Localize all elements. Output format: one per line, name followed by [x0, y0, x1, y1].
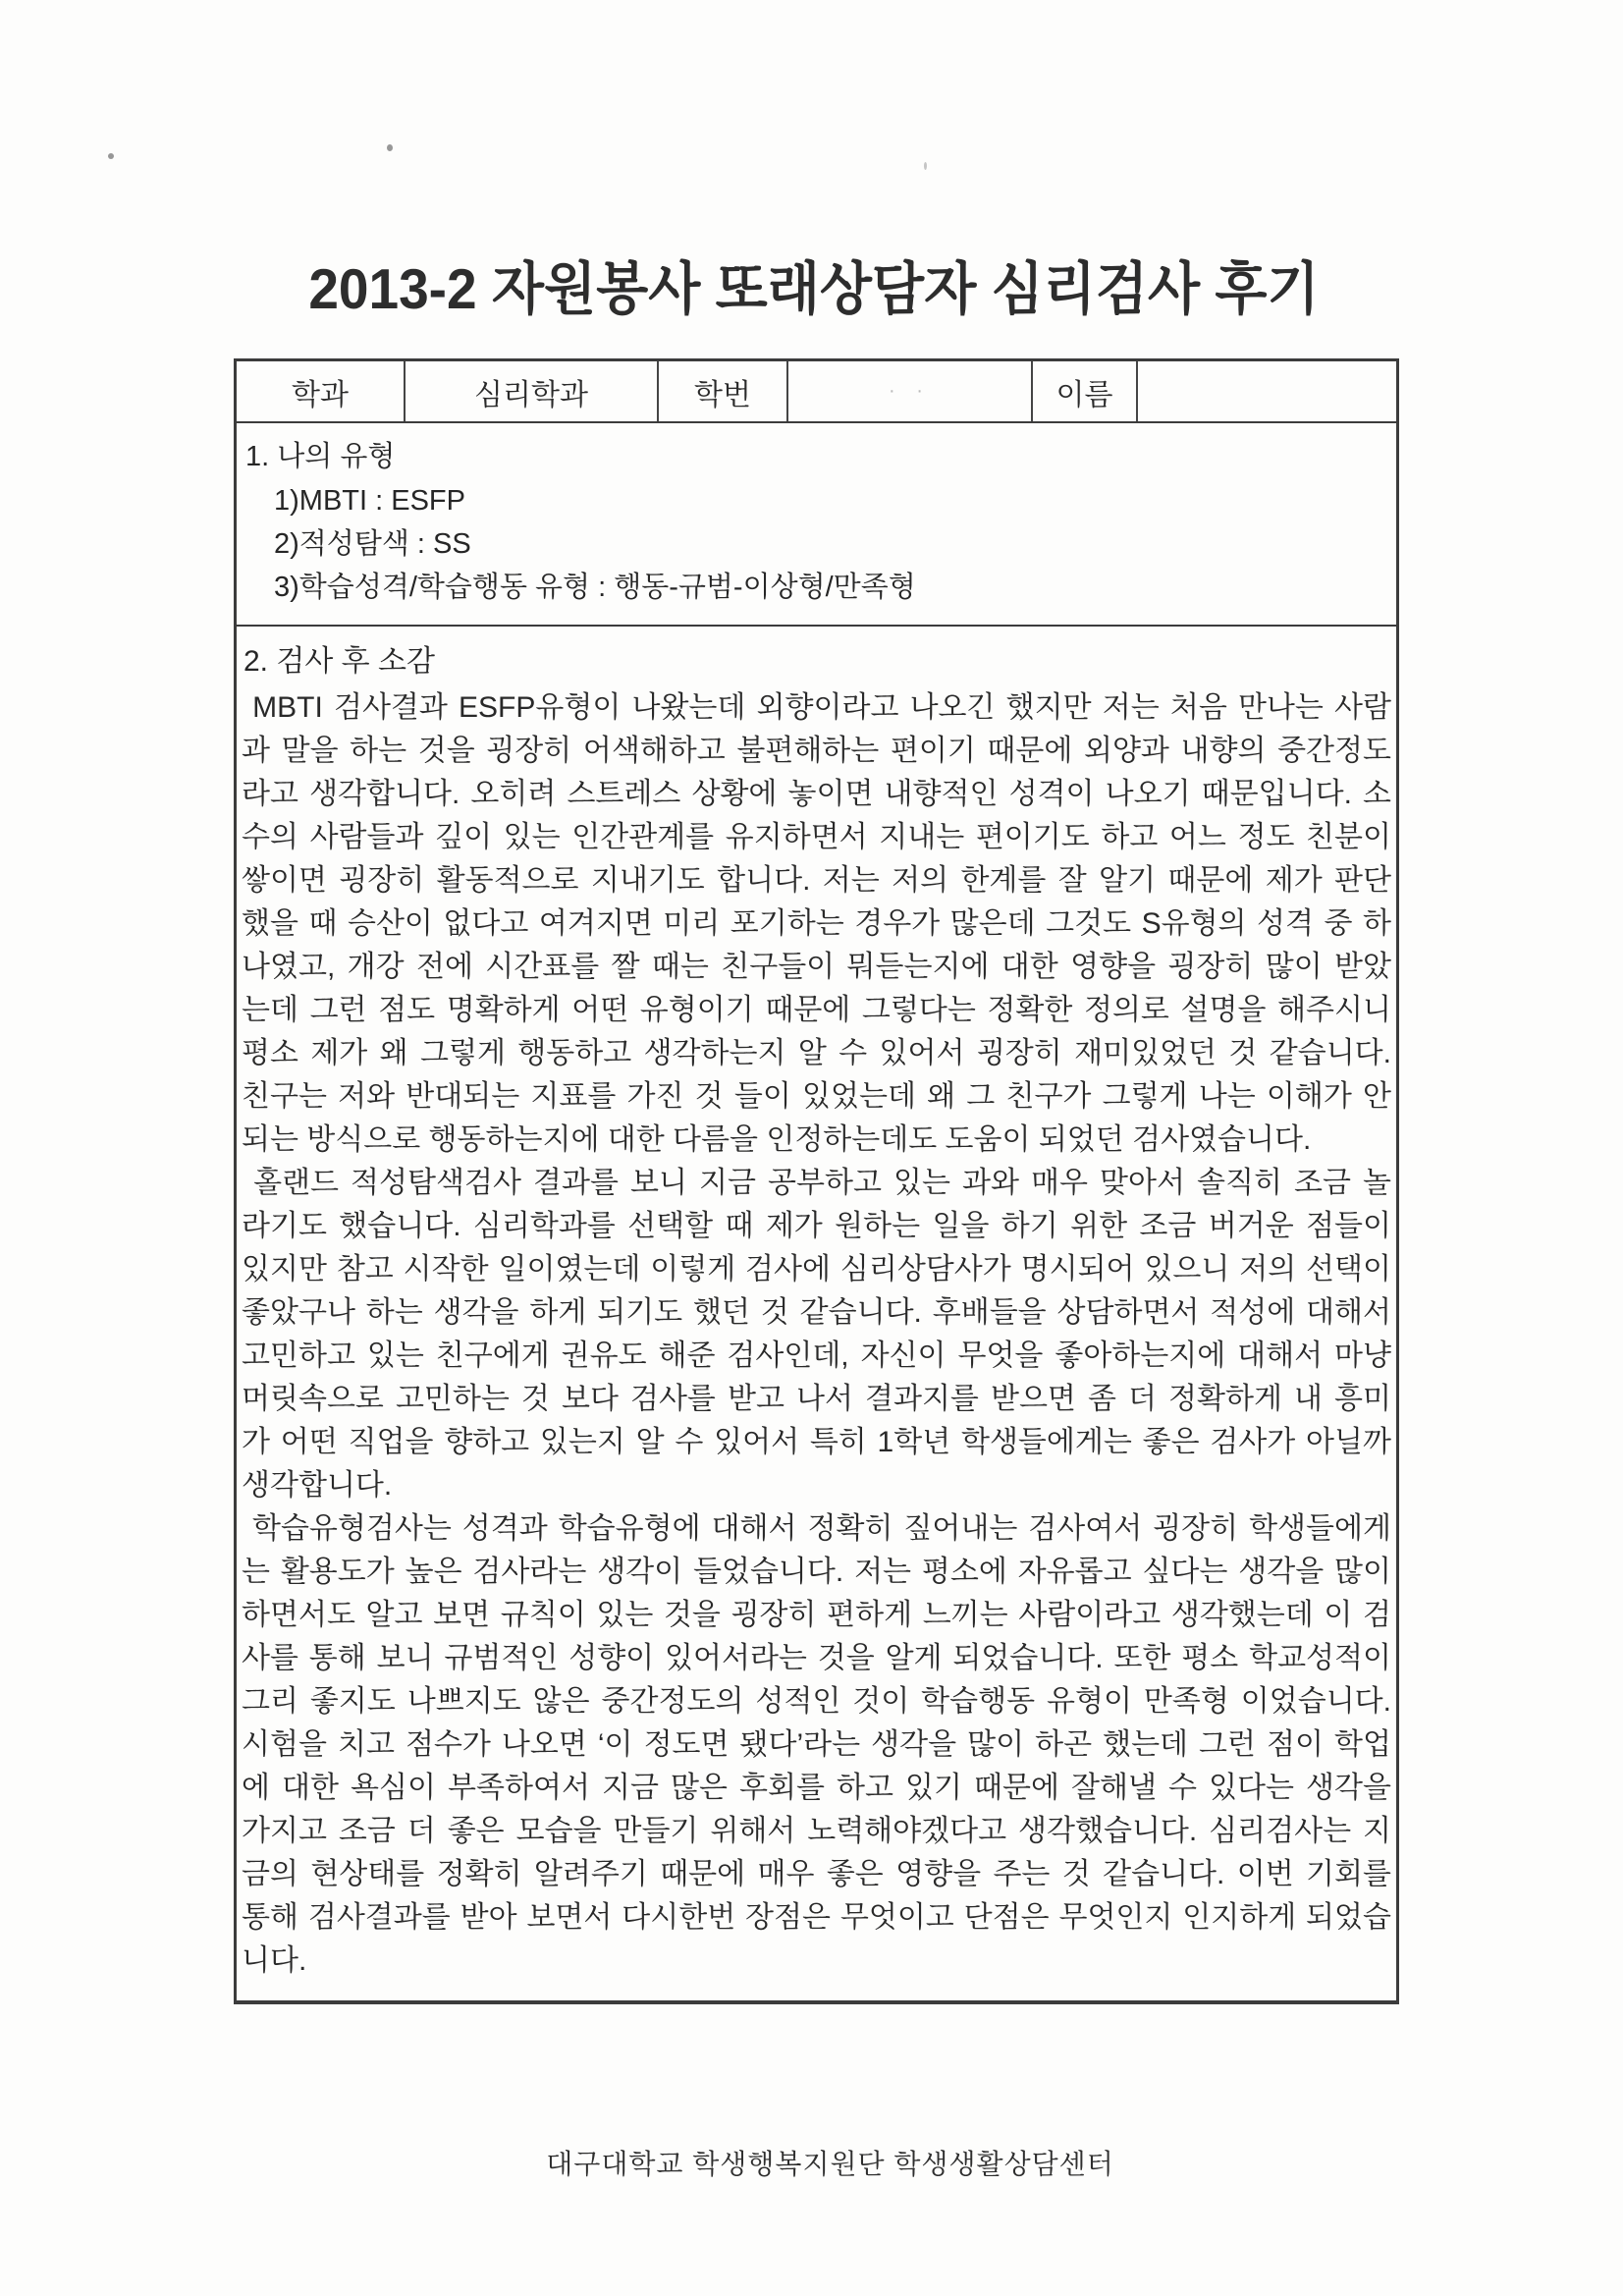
review-line: 되는 방식으로 행동하는지에 대한 다름을 인정하는데도 도움이 되었던 검사였습니다.: [242, 1123, 1312, 1156]
student-id-value: · ·: [788, 361, 1033, 421]
review-line: 통해 검사결과를 받아 보면서 다시한번 장점은 무엇이고 단점은 무엇인지 인지하게 되었습: [242, 1901, 1391, 1934]
review-line: 과 말을 하는 것을 굉장히 어색해하고 불편해하는 편이기 때문에 외양과 내향의 중간정도: [242, 735, 1391, 767]
review-line: 사를 통해 보니 규범적인 성향이 있어서라는 것을 알게 되었습니다. 또한 평소 학교성적이: [242, 1642, 1391, 1674]
name-value: [1138, 361, 1396, 421]
review-line: 고민하고 있는 친구에게 권유도 해준 검사인데, 자신이 무엇을 좋아하는지에 대해서 마냥: [242, 1339, 1391, 1372]
scan-speck: [924, 162, 927, 170]
review-line: 머릿속으로 고민하는 것 보다 검사를 받고 나서 결과지를 받으면 좀 더 정확하게 내 흥미: [242, 1383, 1391, 1415]
student-info-row: [237, 361, 1396, 423]
scan-speck: [108, 153, 114, 159]
review-line: 홀랜드 적성탐색검사 결과를 보니 지금 공부하고 있는 과와 매우 맞아서 솔직히 조금 놀: [242, 1167, 1391, 1199]
review-line: 라기도 했습니다. 심리학과를 선택할 때 제가 원하는 일을 하기 위한 조금 버거운 점들이: [242, 1210, 1391, 1242]
department-value: 심리학과: [406, 361, 659, 421]
review-line: 친구는 저와 반대되는 지표를 가진 것 들이 있었는데 왜 그 친구가 그렇게 나는 이해가 안: [242, 1080, 1391, 1113]
student-id-label: 학번: [659, 361, 788, 421]
review-line: 좋았구나 하는 생각을 하게 되기도 했던 것 같습니다. 후배들을 상담하면서 적성에 대해서: [242, 1296, 1391, 1329]
review-line: 수의 사람들과 깊이 있는 인간관계를 유지하면서 지내는 편이기도 하고 어느 정도 친분이: [242, 821, 1391, 853]
review-line: 있지만 참고 시작한 일이였는데 이렇게 검사에 심리상담사가 명시되어 있으니 저의 선택이: [242, 1253, 1391, 1285]
review-line: 는 활용도가 높은 검사라는 생각이 들었습니다. 저는 평소에 자유롭고 싶다는 생각을 많이: [242, 1556, 1391, 1588]
section1-item: 2)적성탐색 : SS: [274, 528, 471, 560]
review-line: 평소 제가 왜 그렇게 행동하고 생각하는지 알 수 있어서 굉장히 재미있었던 것 같습니다.: [242, 1037, 1391, 1069]
section2-heading: 2. 검사 후 소감: [243, 645, 435, 678]
document-footer: 대구대학교 학생행복지원단 학생생활상담센터: [546, 2149, 1114, 2179]
review-line: 가지고 조금 더 좋은 모습을 만들기 위해서 노력해야겠다고 생각했습니다. 심리검사는 지: [242, 1815, 1391, 1847]
review-line: 에 대한 욕심이 부족하여서 지금 많은 후회를 하고 있기 때문에 잘해낼 수 있다는 생각을: [242, 1772, 1391, 1804]
review-line: 쌓이면 굉장히 활동적으로 지내기도 합니다. 저는 저의 한계를 잘 알기 때문에 제가 판단: [242, 864, 1391, 897]
section1-item: 3)학습성격/학습행동 유형 : 행동-규범-이상형/만족형: [274, 572, 916, 603]
review-line: 그리 좋지도 나쁘지도 않은 중간정도의 성적인 것이 학습행동 유형이 만족형 이었습니다.: [242, 1685, 1391, 1718]
section-review: [237, 627, 1396, 2000]
review-line: 시험을 치고 점수가 나오면 ‘이 정도면 됐다’라는 생각을 많이 하곤 했는데 그런 점이 학업: [242, 1728, 1391, 1761]
document-title: 2013-2 자원봉사 또래상담자 심리검사 후기: [308, 256, 1320, 321]
section1-heading: 1. 나의 유형: [245, 441, 396, 472]
department-label: 학과: [237, 361, 406, 421]
review-line: 라고 생각합니다. 오히려 스트레스 상황에 놓이면 내향적인 성격이 나오기 때문입니다. 소: [242, 778, 1391, 810]
review-line: 학습유형검사는 성격과 학습유형에 대해서 정확히 짚어내는 검사여서 굉장히 학생들에게: [242, 1512, 1391, 1545]
review-line: 금의 현상태를 정확히 알려주기 때문에 매우 좋은 영향을 주는 것 같습니다. 이번 기회를: [242, 1858, 1391, 1890]
form-table: [234, 358, 1399, 2004]
scan-speck: [387, 144, 393, 151]
review-line: 하면서도 알고 보면 규칙이 있는 것을 굉장히 편하게 느끼는 사람이라고 생각했는데 이 검: [242, 1599, 1391, 1631]
review-line: 니다.: [242, 1944, 307, 1977]
review-line: 했을 때 승산이 없다고 여겨지면 미리 포기하는 경우가 많은데 그것도 S유형의 성격 중 하: [242, 907, 1391, 940]
review-line: 가 어떤 직업을 향하고 있는지 알 수 있어서 특히 1학년 학생들에게는 좋은 검사가 아닐까: [242, 1426, 1391, 1458]
section1-item: 1)MBTI : ESFP: [274, 485, 465, 517]
name-label: 이름: [1033, 361, 1138, 421]
review-line: 생각합니다.: [242, 1469, 393, 1502]
review-body: [242, 686, 1391, 1983]
review-line: MBTI 검사결과 ESFP유형이 나왔는데 외향이라고 나오긴 했지만 저는 처음 만나는 사람: [242, 691, 1391, 724]
review-line: 는데 그런 점도 명확하게 어떤 유형이기 때문에 그렇다는 정확한 정의로 설명을 해주시니: [242, 994, 1391, 1026]
review-line: 나였고, 개강 전에 시간표를 짤 때는 친구들이 뭐듣는지에 대한 영향을 굉장히 많이 받았: [242, 951, 1391, 983]
section-my-type: [237, 423, 1396, 627]
section1-items: [243, 479, 1390, 609]
